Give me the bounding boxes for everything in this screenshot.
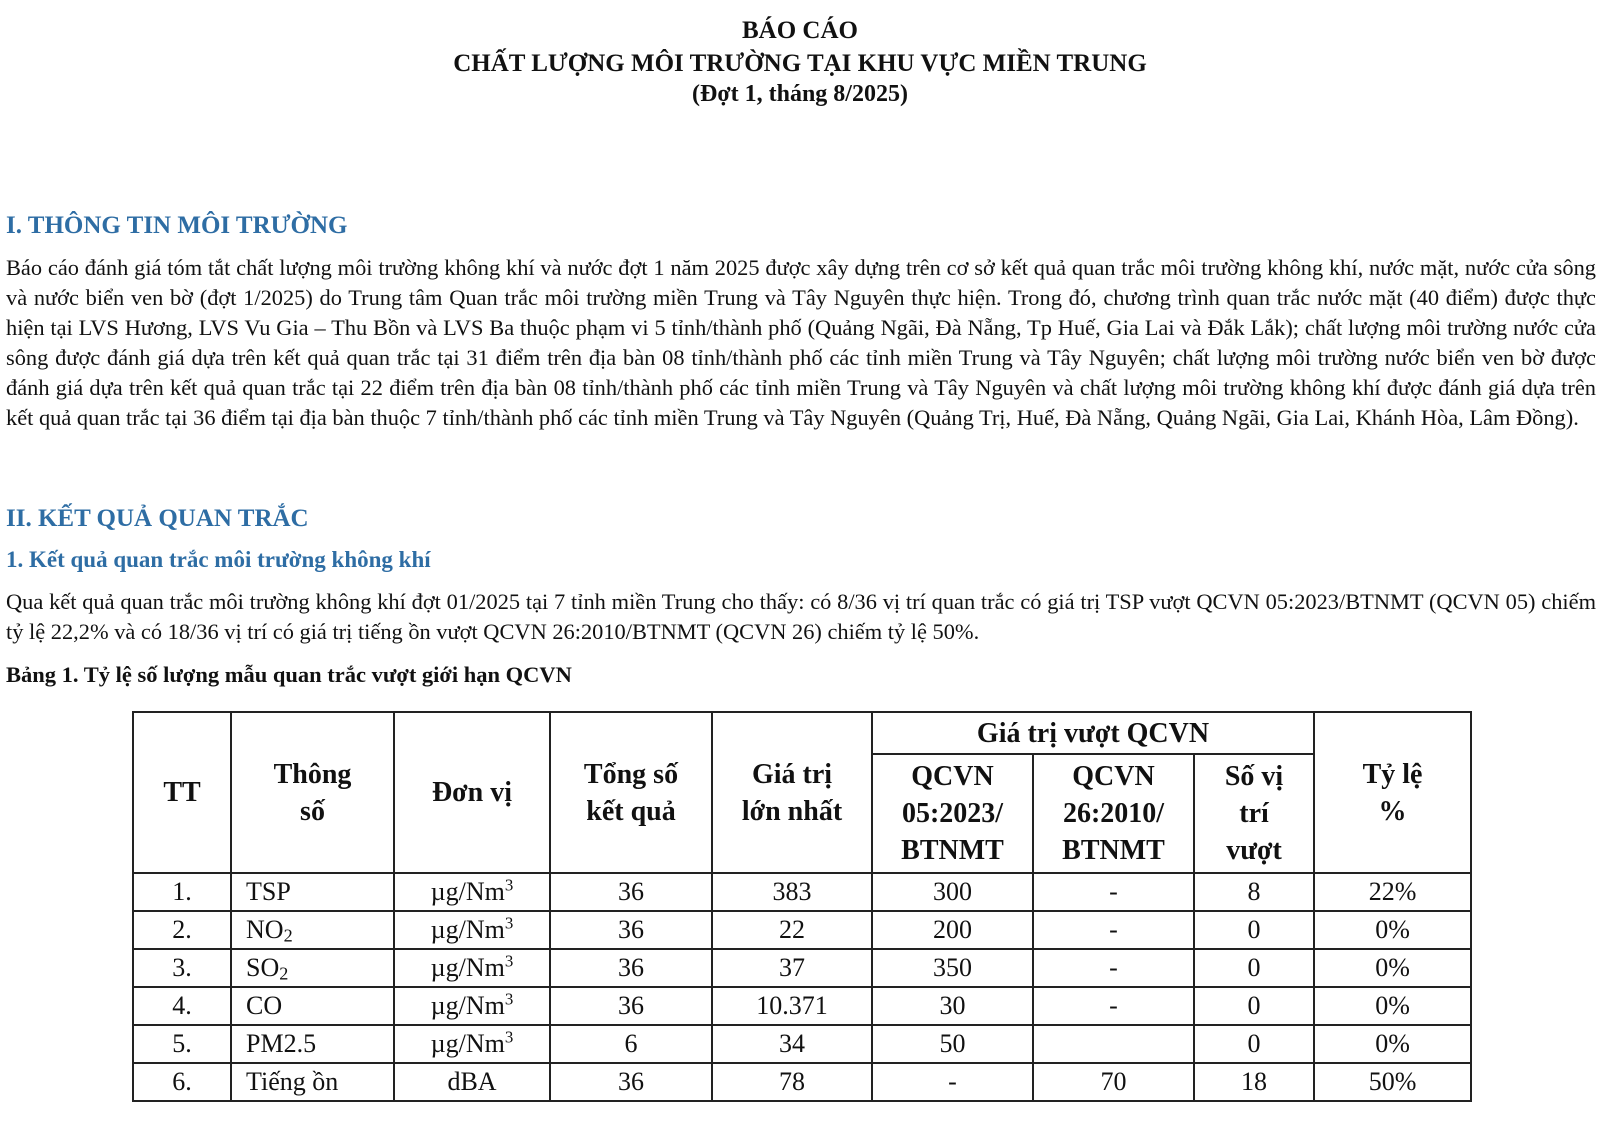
section-2-heading: II. KẾT QUẢ QUAN TRẮC — [6, 505, 309, 532]
header-unit: Đơn vị — [394, 712, 550, 873]
table-row: 1. TSP µg/Nm$^3$ 36 383 300 - 8 22% — [133, 873, 1471, 911]
section-1-paragraph: Báo cáo đánh giá tóm tắt chất lượng môi trường không khí và nước đợt 1 năm 2025 được xây dựng trên cơ sở kết quả quan trắc môi trường không khí, nước mặt, nước cửa sông và nước biển ven bờ (đợt 1/2025) do Trung tâm Quan trắc môi trường miền Trung và Tây Nguyên thực hiện. Trong đó, chương trình quan trắc nước mặt (40 điểm) được thực hiện tại LVS Hương, LVS Vu Gia – Thu Bồn và LVS Ba thuộc phạm vi 5 tỉnh/thành phố (Quảng Ngãi, Đà Nẵng, Tp Huế, Gia Lai và Đắk Lắk); chất lượng môi trường nước cửa sông được đánh giá dựa trên kết quả quan trắc tại 31 điểm trên địa bàn 08 tỉnh/thành phố các tỉnh miền Trung và Tây Nguyên; chất lượng môi trường nước biển ven bờ được đánh giá dựa trên kết quả quan trắc tại 22 điểm trên địa bàn 08 tỉnh/thành phố các tỉnh miền Trung và Tây Nguyên và chất lượng môi trường không khí được đánh giá dựa trên kết quả quan trắc tại 36 điểm tại địa bàn thuộc 7 tỉnh/thành phố các tỉnh miền Trung và Tây Nguyên (Quảng Trị, Huế, Đà Nẵng, Quảng Ngãi, Gia Lai, Khánh Hòa, Lâm Đồng). — [6, 255, 1596, 430]
header-qcvn-05: QCVN 05:2023/ BTNMT — [872, 754, 1033, 873]
header-rate: Tỷ lệ % — [1314, 712, 1471, 873]
title-line-3: (Đợt 1, tháng 8/2025) — [692, 81, 908, 107]
section-2-subheading: 1. Kết quả quan trắc môi trường không khí — [6, 547, 431, 572]
header-parameter: Thông số — [231, 712, 394, 873]
table-row: 5. PM2.5 µg/Nm$^3$ 6 34 50 0 0% — [133, 1025, 1471, 1063]
table-row: 2. $NO_2$ µg/Nm$^3$ 36 22 200 - 0 0% — [133, 911, 1471, 949]
section-1-heading: I. THÔNG TIN MÔI TRƯỜNG — [6, 212, 348, 239]
report-title — [0, 14, 1600, 109]
header-qcvn-26: QCVN 26:2010/ BTNMT — [1033, 754, 1194, 873]
title-line-1: BÁO CÁO — [742, 17, 858, 44]
header-max-value: Giá trị lớn nhất — [712, 712, 872, 873]
header-exceed-group: Giá trị vượt QCVN — [872, 712, 1314, 754]
table-row: 4. CO µg/Nm$^3$ 36 10.371 30 - 0 0% — [133, 987, 1471, 1025]
section-2-paragraph: Qua kết quả quan trắc môi trường không khí đợt 01/2025 tại 7 tỉnh miền Trung cho thấy: có 8/36 vị trí quan trắc có giá trị TSP vượt QCVN 05:2023/BTNMT (QCVN 05) chiếm tỷ lệ 22,2% và có 18/36 vị trí có giá trị tiếng ồn vượt QCVN 26:2010/BTNMT (QCVN 26) chiếm tỷ lệ 50%. — [6, 589, 1596, 644]
header-total-results: Tổng số kết quả — [550, 712, 712, 873]
header-tt: TT — [133, 712, 231, 873]
title-line-2: CHẤT LƯỢNG MÔI TRƯỜNG TẠI KHU VỰC MIỀN TRUNG — [453, 50, 1147, 77]
header-exceed-count: Số vị trí vượt — [1194, 754, 1314, 873]
table-row: 3. $SO_2$ µg/Nm$^3$ 36 37 350 - 0 0% — [133, 949, 1471, 987]
exceedance-table — [132, 711, 1472, 1102]
table-caption: Bảng 1. Tỷ lệ số lượng mẫu quan trắc vượt giới hạn QCVN — [6, 662, 572, 687]
table-row: 6. Tiếng ồn dBA 36 78 - 70 18 50% — [133, 1063, 1471, 1101]
